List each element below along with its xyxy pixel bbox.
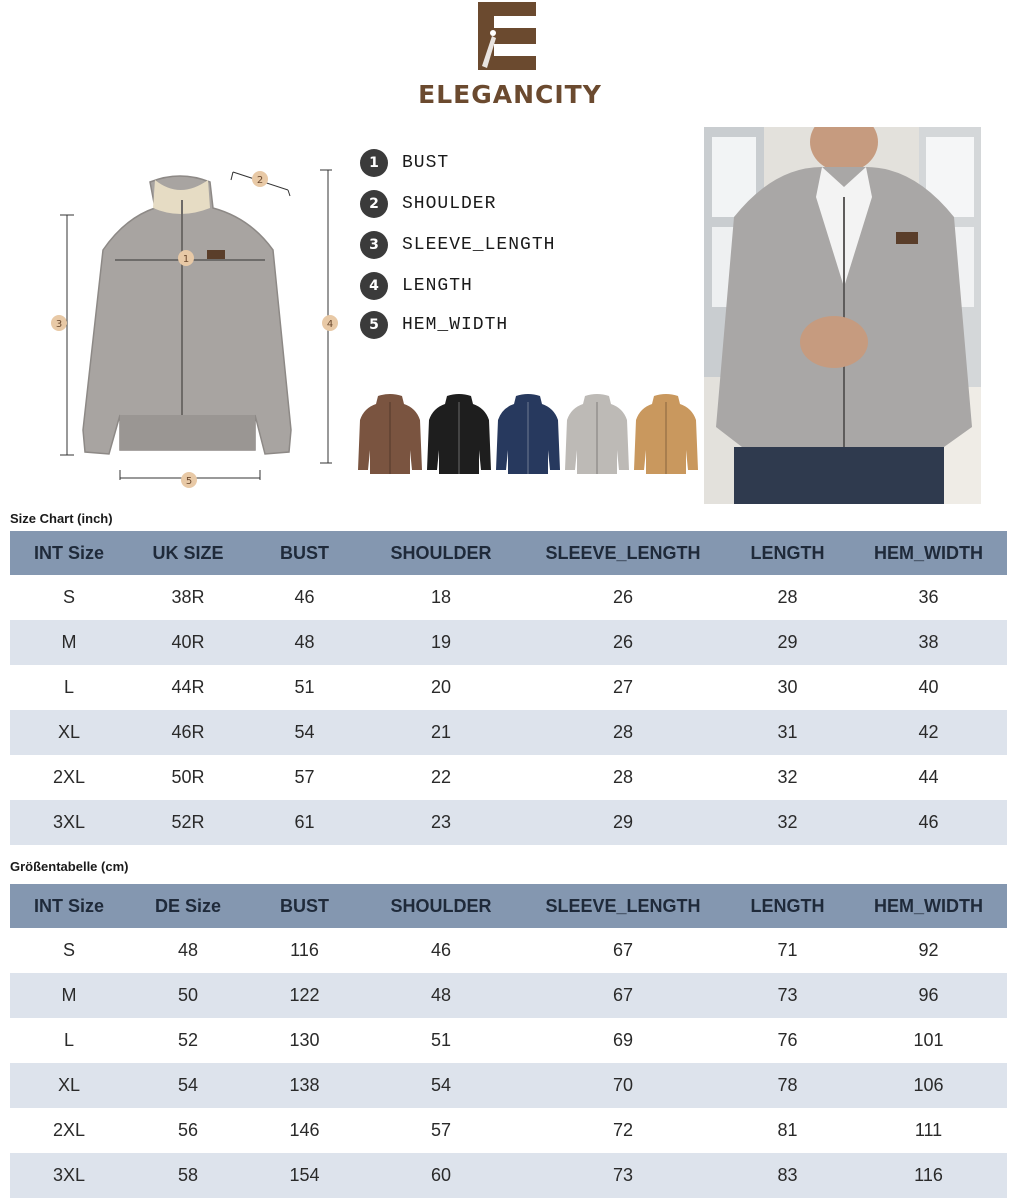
- legend-label: SLEEVE_LENGTH: [402, 235, 556, 255]
- column-header: INT Size: [10, 531, 128, 575]
- legend-number: 3: [360, 231, 388, 259]
- table-row: [10, 665, 1007, 710]
- table-cell: 56: [128, 1108, 248, 1153]
- column-header: BUST: [248, 531, 361, 575]
- table-cell: 2XL: [10, 1108, 128, 1153]
- jacket-measurement-diagram: [45, 160, 345, 490]
- table-cell: M: [10, 620, 128, 665]
- table-row: [10, 710, 1007, 755]
- table-cell: 69: [521, 1018, 725, 1063]
- table-cell: 29: [725, 620, 850, 665]
- table-cell: 67: [521, 973, 725, 1018]
- legend-label: BUST: [402, 153, 450, 173]
- swatch-grey[interactable]: [565, 390, 629, 476]
- table-cell: 3XL: [10, 800, 128, 845]
- table-cell: 101: [850, 1018, 1007, 1063]
- table-cell: 76: [725, 1018, 850, 1063]
- legend-label: HEM_WIDTH: [402, 315, 509, 335]
- table-cell: 36: [850, 575, 1007, 620]
- table-cell: 40R: [128, 620, 248, 665]
- table-cell: 81: [725, 1108, 850, 1153]
- table-cell: 28: [725, 575, 850, 620]
- table-cell: 106: [850, 1063, 1007, 1108]
- table-cell: 44: [850, 755, 1007, 800]
- table-cell: XL: [10, 1063, 128, 1108]
- table-cell: 73: [521, 1153, 725, 1198]
- legend-item-length: [360, 271, 473, 301]
- table-row: [10, 575, 1007, 620]
- table-cell: 22: [361, 755, 521, 800]
- table-cell: 38: [850, 620, 1007, 665]
- table-row: [10, 973, 1007, 1018]
- cm-size-table: [10, 884, 1007, 1198]
- legend-label: LENGTH: [402, 276, 473, 296]
- table-cell: 116: [850, 1153, 1007, 1198]
- table-cell: 51: [248, 665, 361, 710]
- column-header: INT Size: [10, 884, 128, 928]
- table-cell: 44R: [128, 665, 248, 710]
- marker-sleeve-length-icon: [51, 315, 67, 331]
- table-cell: 46: [361, 928, 521, 973]
- column-header: SLEEVE_LENGTH: [521, 531, 725, 575]
- table-cell: 29: [521, 800, 725, 845]
- table-cell: 28: [521, 710, 725, 755]
- inch-table-caption: Size Chart (inch): [10, 511, 113, 526]
- table-cell: XL: [10, 710, 128, 755]
- legend-item-hem-width: [360, 310, 508, 340]
- legend-number: 4: [360, 272, 388, 300]
- table-cell: 2XL: [10, 755, 128, 800]
- table-cell: 130: [248, 1018, 361, 1063]
- table-cell: 50: [128, 973, 248, 1018]
- table-cell: 57: [361, 1108, 521, 1153]
- table-cell: 26: [521, 620, 725, 665]
- column-header: BUST: [248, 884, 361, 928]
- table-cell: 111: [850, 1108, 1007, 1153]
- column-header: LENGTH: [725, 884, 850, 928]
- legend-item-sleeve-length: [360, 230, 555, 260]
- table-cell: 3XL: [10, 1153, 128, 1198]
- color-variants: [355, 390, 700, 480]
- table-cell: 83: [725, 1153, 850, 1198]
- table-cell: 146: [248, 1108, 361, 1153]
- column-header: UK SIZE: [128, 531, 248, 575]
- table-cell: 58: [128, 1153, 248, 1198]
- legend-number: 1: [360, 149, 388, 177]
- svg-text:4: 4: [326, 319, 334, 330]
- table-row: [10, 1018, 1007, 1063]
- swatch-brown[interactable]: [358, 390, 422, 476]
- table-cell: L: [10, 665, 128, 710]
- brand-e-icon: [478, 2, 536, 70]
- table-cell: M: [10, 973, 128, 1018]
- jacket-illustration: [83, 176, 291, 454]
- table-cell: 71: [725, 928, 850, 973]
- table-row: [10, 620, 1007, 665]
- marker-shoulder-icon: [252, 171, 268, 187]
- column-header: SLEEVE_LENGTH: [521, 884, 725, 928]
- inch-size-table: [10, 531, 1007, 845]
- svg-text:3: 3: [55, 319, 63, 330]
- brand-logo: [405, 0, 615, 115]
- table-cell: 73: [725, 973, 850, 1018]
- table-cell: 122: [248, 973, 361, 1018]
- table-cell: 32: [725, 800, 850, 845]
- table-row: [10, 1063, 1007, 1108]
- table-cell: 27: [521, 665, 725, 710]
- legend-label: SHOULDER: [402, 194, 497, 214]
- table-cell: 19: [361, 620, 521, 665]
- brand-name: ELEGANCITY: [418, 80, 602, 109]
- column-header: HEM_WIDTH: [850, 531, 1007, 575]
- svg-text:2: 2: [256, 175, 264, 186]
- table-cell: 92: [850, 928, 1007, 973]
- table-cell: 46: [850, 800, 1007, 845]
- table-cell: L: [10, 1018, 128, 1063]
- table-cell: 48: [128, 928, 248, 973]
- marker-hem-width-icon: [181, 472, 197, 488]
- column-header: DE Size: [128, 884, 248, 928]
- table-cell: 70: [521, 1063, 725, 1108]
- table-cell: 52: [128, 1018, 248, 1063]
- column-header: SHOULDER: [361, 884, 521, 928]
- table-cell: 60: [361, 1153, 521, 1198]
- table-row: [10, 800, 1007, 845]
- table-cell: 51: [361, 1018, 521, 1063]
- table-cell: S: [10, 928, 128, 973]
- table-cell: 48: [361, 973, 521, 1018]
- table-cell: 23: [361, 800, 521, 845]
- legend-item-shoulder: [360, 189, 496, 219]
- svg-text:5: 5: [185, 476, 193, 487]
- table-cell: 46R: [128, 710, 248, 755]
- column-header: LENGTH: [725, 531, 850, 575]
- table-cell: 40: [850, 665, 1007, 710]
- table-cell: 67: [521, 928, 725, 973]
- marker-length-icon: [322, 315, 338, 331]
- legend-number: 2: [360, 190, 388, 218]
- column-header: SHOULDER: [361, 531, 521, 575]
- table-cell: 50R: [128, 755, 248, 800]
- svg-text:1: 1: [182, 254, 190, 265]
- table-cell: 52R: [128, 800, 248, 845]
- marker-bust-icon: [178, 250, 194, 266]
- table-cell: 61: [248, 800, 361, 845]
- table-cell: 31: [725, 710, 850, 755]
- legend-item-bust: [360, 148, 449, 178]
- table-cell: 20: [361, 665, 521, 710]
- table-cell: S: [10, 575, 128, 620]
- table-row: [10, 1153, 1007, 1198]
- table-cell: 46: [248, 575, 361, 620]
- column-header: HEM_WIDTH: [850, 884, 1007, 928]
- table-cell: 42: [850, 710, 1007, 755]
- table-header-row: [10, 531, 1007, 575]
- table-cell: 21: [361, 710, 521, 755]
- table-cell: 38R: [128, 575, 248, 620]
- table-cell: 54: [248, 710, 361, 755]
- table-cell: 26: [521, 575, 725, 620]
- cm-table-caption: Größentabelle (cm): [10, 859, 129, 874]
- table-cell: 138: [248, 1063, 361, 1108]
- swatch-navy[interactable]: [496, 390, 560, 476]
- table-cell: 57: [248, 755, 361, 800]
- table-cell: 78: [725, 1063, 850, 1108]
- table-cell: 30: [725, 665, 850, 710]
- table-cell: 96: [850, 973, 1007, 1018]
- table-cell: 48: [248, 620, 361, 665]
- table-cell: 54: [361, 1063, 521, 1108]
- table-header-row: [10, 884, 1007, 928]
- table-cell: 72: [521, 1108, 725, 1153]
- legend-number: 5: [360, 311, 388, 339]
- table-cell: 154: [248, 1153, 361, 1198]
- table-row: [10, 1108, 1007, 1153]
- table-cell: 18: [361, 575, 521, 620]
- swatch-black[interactable]: [427, 390, 491, 476]
- table-cell: 54: [128, 1063, 248, 1108]
- swatch-khaki[interactable]: [634, 390, 698, 476]
- model-photo: [704, 127, 981, 504]
- table-row: [10, 755, 1007, 800]
- table-cell: 28: [521, 755, 725, 800]
- table-row: [10, 928, 1007, 973]
- table-cell: 116: [248, 928, 361, 973]
- table-cell: 32: [725, 755, 850, 800]
